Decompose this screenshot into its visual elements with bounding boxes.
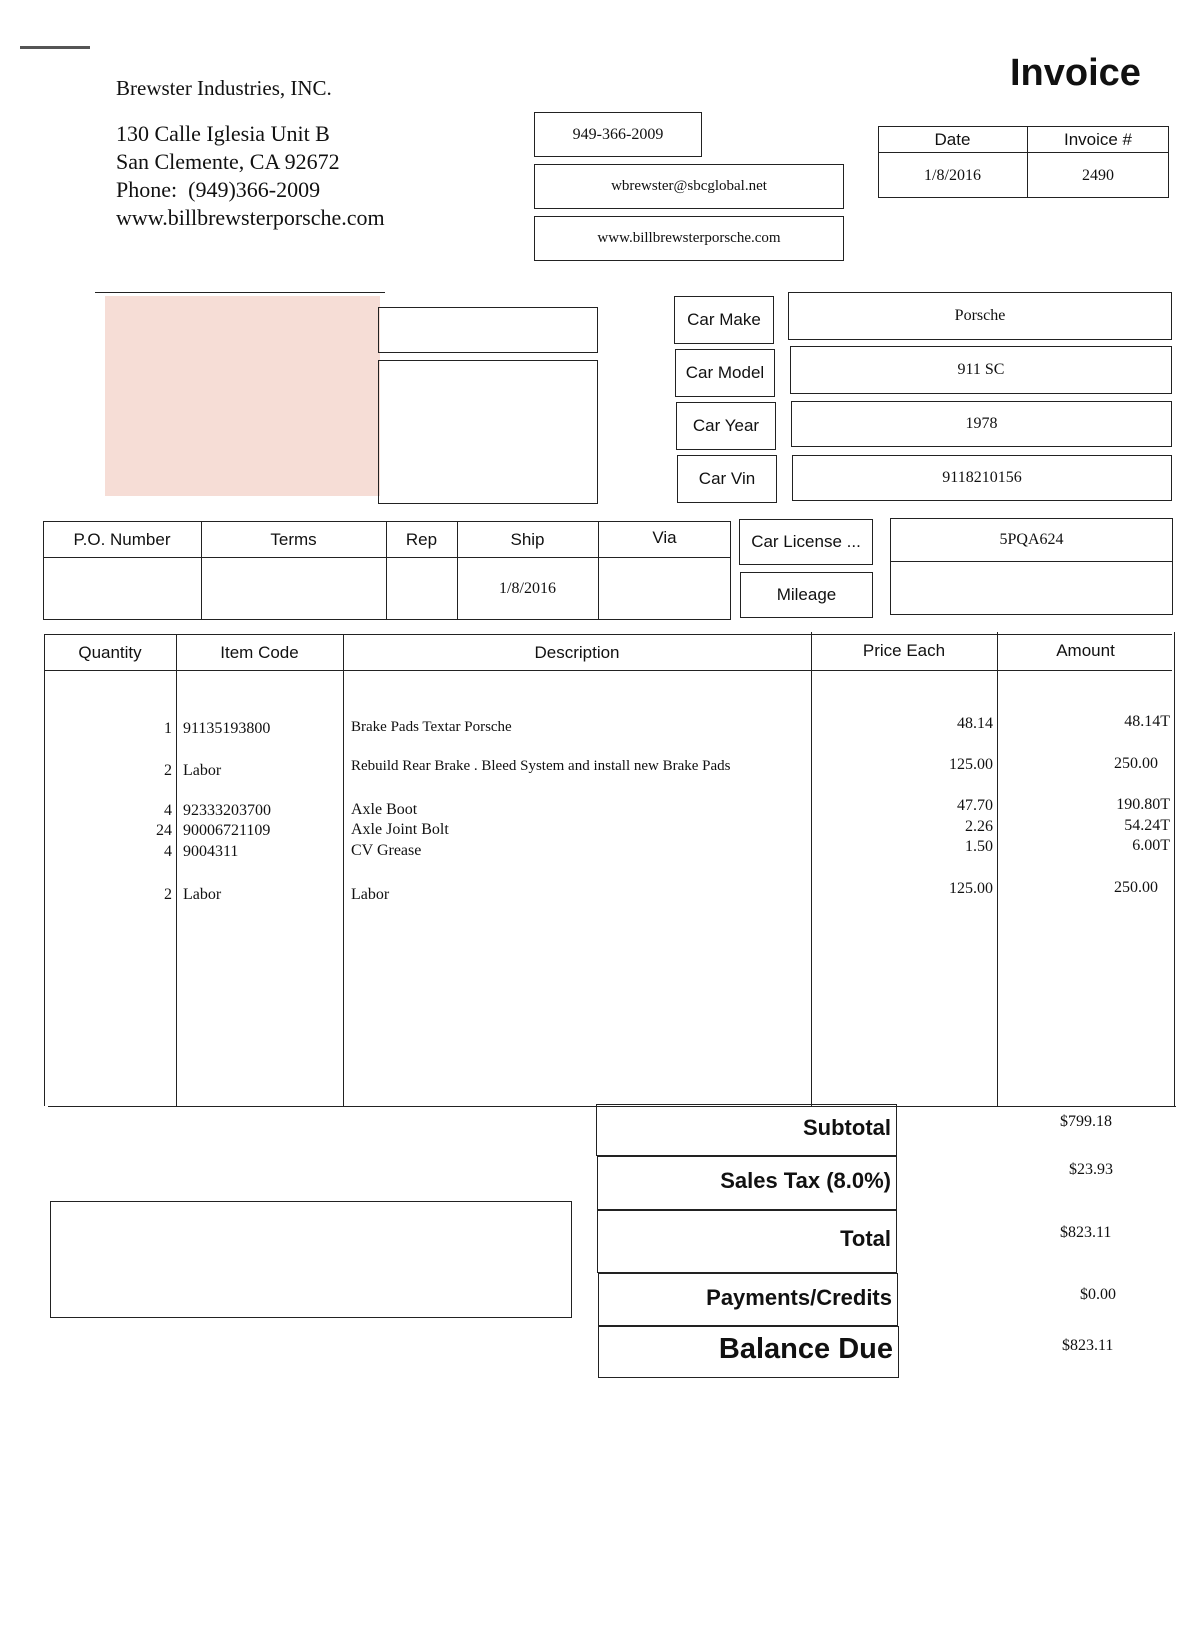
po-number-label: P.O. Number	[73, 530, 171, 549]
subtotal-label: Subtotal	[803, 1115, 891, 1140]
item-code: Labor	[183, 762, 222, 779]
item-amount: 250.00	[1114, 755, 1158, 772]
car-make-label-box	[674, 296, 774, 344]
sales-tax-label: Sales Tax (8.0%)	[720, 1168, 891, 1193]
payments-credits-label: Payments/Credits	[706, 1285, 892, 1310]
car-license-label-box	[739, 519, 873, 565]
item-code: 90006721109	[183, 822, 271, 839]
item-code-header: Item Code	[220, 643, 299, 662]
item-code: 9004311	[183, 843, 239, 860]
document-title: Invoice	[1010, 52, 1141, 94]
item-price: 2.26	[965, 818, 993, 835]
item-code: 92333203700	[183, 802, 271, 819]
mileage-label: Mileage	[776, 585, 837, 604]
item-code: Labor	[183, 886, 222, 903]
po-number	[43, 559, 201, 619]
terms-label: Terms	[270, 530, 317, 549]
via-label: Via	[652, 528, 677, 547]
car-license: 5PQA624	[999, 531, 1064, 548]
bill-to-address-box	[378, 360, 598, 504]
car-model-box	[790, 346, 1172, 394]
company-address-line2: San Clemente, CA 92672	[116, 149, 340, 174]
payments-credits-value: $0.00	[1080, 1286, 1116, 1303]
item-amount: 48.14T	[1124, 713, 1170, 730]
car-make: Porsche	[954, 307, 1006, 324]
item-price: 125.00	[949, 880, 993, 897]
balance-due-label: Balance Due	[718, 1333, 893, 1365]
ship-date: 1/8/2016	[499, 580, 556, 597]
car-license-label: Car License ...	[751, 532, 861, 551]
ship-label: Ship	[510, 530, 545, 549]
item-description: Brake Pads Textar Porsche	[351, 719, 512, 735]
item-code: 91135193800	[183, 720, 271, 737]
rep	[386, 559, 457, 619]
bill-to-name-box	[378, 307, 598, 353]
car-vin-label-box	[677, 455, 777, 503]
item-amount: 250.00	[1114, 879, 1158, 896]
item-amount: 6.00T	[1132, 837, 1170, 854]
date-label: Date	[934, 130, 971, 149]
item-quantity: 2	[164, 886, 172, 903]
company-address-line1: 130 Calle Iglesia Unit B	[116, 121, 330, 146]
item-amount: 190.80T	[1116, 796, 1170, 813]
total-label: Total	[840, 1226, 891, 1251]
car-model: 911 SC	[957, 361, 1005, 378]
subtotal-value: $799.18	[1060, 1113, 1112, 1130]
memo-box	[50, 1201, 572, 1318]
company-phone: Phone: (949)366-2009	[116, 177, 321, 202]
rep-label: Rep	[405, 530, 438, 549]
item-quantity: 2	[164, 762, 172, 779]
contact-email: wbrewster@sbcglobal.net	[611, 178, 767, 194]
total-value: $823.11	[1060, 1224, 1112, 1241]
item-quantity: 4	[164, 802, 172, 819]
item-price: 125.00	[949, 756, 993, 773]
item-amount: 54.24T	[1124, 817, 1170, 834]
car-make-box	[788, 292, 1172, 340]
car-model-label: Car Model	[685, 363, 765, 382]
redacted-customer-label	[105, 296, 380, 496]
car-model-label-box	[675, 349, 775, 397]
contact-phone-box	[534, 112, 702, 157]
item-description: Axle Boot	[351, 801, 418, 818]
item-quantity: 1	[164, 720, 172, 737]
balance-due-value: $823.11	[1062, 1337, 1114, 1354]
item-description: Axle Joint Bolt	[351, 821, 449, 838]
contact-email-box	[534, 164, 844, 209]
item-quantity: 4	[164, 843, 172, 860]
via	[598, 559, 731, 619]
car-vin-label: Car Vin	[698, 469, 756, 488]
item-price: 1.50	[965, 838, 993, 855]
car-year-label-box	[676, 402, 776, 450]
item-price: 47.70	[957, 797, 993, 814]
car-year-label: Car Year	[692, 416, 760, 435]
amount-header: Amount	[1056, 641, 1115, 660]
car-year-box	[791, 401, 1172, 447]
invoice-number-label: Invoice #	[1063, 130, 1133, 149]
car-year: 1978	[965, 415, 998, 432]
car-make-label: Car Make	[687, 310, 761, 329]
item-price: 48.14	[957, 715, 993, 732]
invoice-number: 2490	[1082, 167, 1114, 184]
item-quantity: 24	[156, 822, 172, 839]
invoice-date: 1/8/2016	[924, 167, 981, 184]
contact-website: www.billbrewsterporsche.com	[597, 230, 781, 246]
price-each-header: Price Each	[862, 641, 946, 660]
description-header: Description	[534, 643, 620, 662]
company-name: Brewster Industries, INC.	[116, 76, 332, 100]
contact-website-box	[534, 216, 844, 261]
contact-phone: 949-366-2009	[572, 125, 664, 143]
terms	[201, 559, 386, 619]
mileage-label-box	[740, 572, 873, 618]
item-description: CV Grease	[351, 842, 422, 859]
item-description: Labor	[351, 886, 390, 903]
company-website: www.billbrewsterporsche.com	[116, 205, 385, 230]
mileage	[890, 563, 1173, 613]
quantity-header: Quantity	[78, 643, 142, 662]
scan-mark	[20, 46, 90, 49]
sales-tax-value: $23.93	[1069, 1161, 1113, 1178]
car-vin: 9118210156	[942, 469, 1022, 486]
car-vin-box	[792, 455, 1172, 501]
item-description: Rebuild Rear Brake . Bleed System and install new Brake Pads	[351, 758, 731, 774]
